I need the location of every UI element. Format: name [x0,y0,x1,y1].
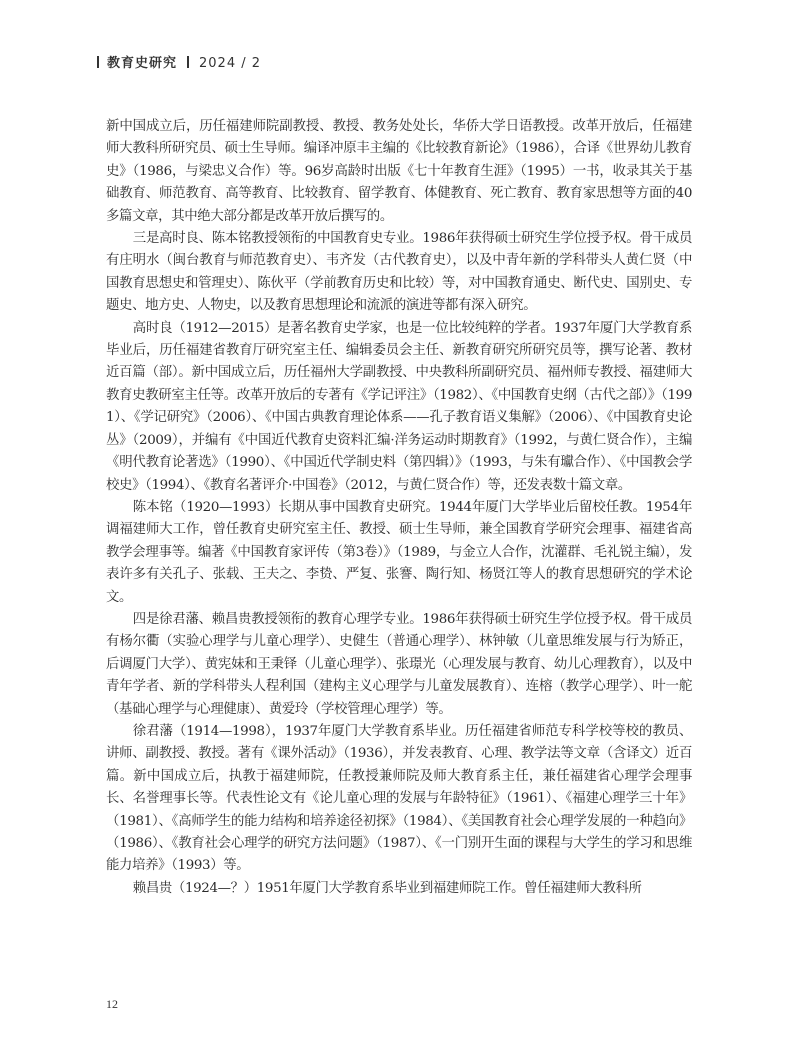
paragraph: 四是徐君藩、赖昌贵教授领衔的教育心理学专业。1986年获得硕士研究生学位授予权。骨干成员有杨尔衢（实验心理学与儿童心理学）、史健生（普通心理学）、林钟敏（儿童思维发展与行为矫正，后调厦门大学）、黄宪妹和王秉铎（儿童心理学）、张璟光（心理发展与教育、幼儿心理教育），以及中青年学者、新的学科带头人程利国（建构主义心理学与儿童发展教育）、连榕（教学心理学）、叶一舵（基础心理学与心理健康）、黄爱玲（学校管理心理学）等。 [106,611,692,717]
header-bar-right [187,56,189,68]
issue-number: 2024 / 2 [199,56,262,71]
paragraph: 赖昌贵（1924—？）1951年厦门大学教育系毕业到福建师院工作。曾任福建师大教科所 [132,880,642,896]
header-bar-left [97,56,99,68]
running-header [97,52,261,71]
paragraph: 陈本铭（1920—1993）长期从事中国教育史研究。1944年厦门大学毕业后留校任教。1954年调福建师大工作，曾任教育史研究室主任、教授、硕士生导师，兼全国教育学研究会理事、福建省高教学会理事等。编著《中国教育家评传（第3卷）》（1989，与金立人合作，沈灌群、毛礼锐主编），发表许多有关孔子、张载、王夫之、李贽、严复、张謇、陶行知、杨贤江等人的教育思想研究的学术论文。 [106,499,692,605]
paragraph: 徐君藩（1914—1998），1937年厦门大学教育系毕业。历任福建省师范专科学校等校的教员、讲师、副教授、教授。著有《课外活动》（1936），并发表教育、心理、教学法等文章（含译文）近百篇。新中国成立后，执教于福建师院，任教授兼师院及师大教育系主任，兼任福建省心理学会理事长、名誉理事长等。代表性论文有《论儿童心理的发展与年龄特征》（1961）、《福建心理学三十年》（1981）、《高师学生的能力结构和培养途径初探》（1984）、《美国教育社会心理学发展的一种趋向》（1986）、《教育社会心理学的研究方法问题》（1987）、《一门别开生面的课程与大学生的学习和思维能力培养》（1993）等。 [106,723,692,874]
paragraph: 高时良（1912—2015）是著名教育史学家，也是一位比较纯粹的学者。1937年厦门大学教育系毕业后，历任福建省教育厅研究室主任、编辑委员会主任、新教育研究所研究员等，撰写论著、教材近百篇（部）。新中国成立后，历任福州大学副教授、中央教科所副研究员、福州师专教授、福建师大教育史教研室主任等。改革开放后的专著有《学记评注》（1982）、《中国教育史纲（古代之部）》（1991）、《学记研究》（2006）、《中国古典教育理论体系——孔子教育语义集解》（2006）、《中国教育史论丛》（2009），并编有《中国近代教育史资料汇编·洋务运动时期教育》（1992，与黄仁贤合作），主编《明代教育论著选》（1990）、《中国近代学制史料（第四辑）》（1993，与朱有瓛合作）、《中国教会学校史》（1994）、《教育名著评介·中国卷》（2012，与黄仁贤合作）等，还发表数十篇文章。 [106,320,692,493]
page-number: 12 [106,997,118,1011]
paragraph: 三是高时良、陈本铭教授领衔的中国教育史专业。1986年获得硕士研究生学位授予权。骨干成员有庄明水（闽台教育与师范教育史）、韦齐发（古代教育史），以及中青年新的学科带头人黄仁贤（中国教育思想史和管理史）、陈伙平（学前教育历史和比较）等，对中国教育通史、断代史、国别史、专题史、地方史、人物史，以及教育思想理论和流派的演进等都有深入研究。 [106,231,692,314]
journal-name: 教育史研究 [107,56,178,71]
body-text [106,116,692,900]
paragraph: 新中国成立后，历任福建师院副教授、教授、教务处处长，华侨大学日语教授。改革开放后，任福建师大教科所研究员、硕士生导师。编译冲原丰主编的《比较教育新论》（1986），合译《世界幼儿教育史》（1986，与梁忠义合作）等。96岁高龄时出版《七十年教育生涯》（1995）一书，收录其关于基础教育、师范教育、高等教育、比较教育、留学教育、体健教育、死亡教育、教育家思想等方面的40多篇文章，其中绝大部分都是改革开放后撰写的。 [106,119,692,224]
